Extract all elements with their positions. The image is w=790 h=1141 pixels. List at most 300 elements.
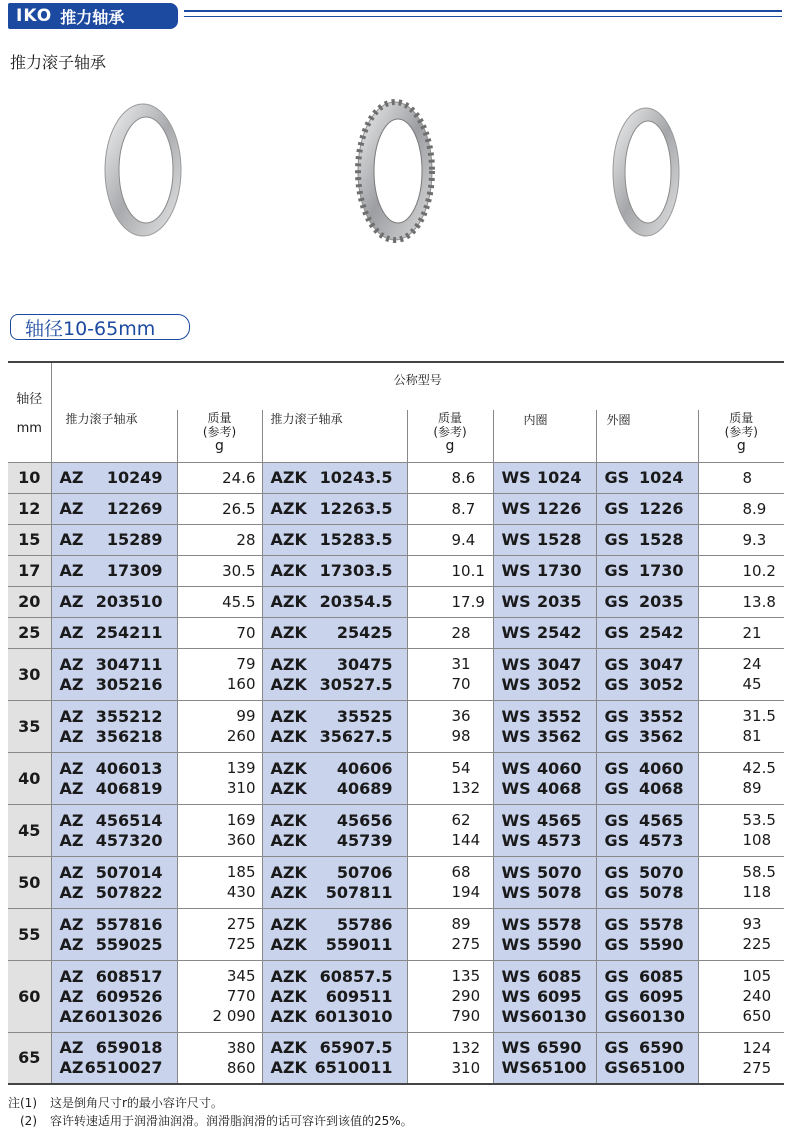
az-bearing-code [51, 648, 177, 700]
azk-mass-value: 70 [451, 675, 471, 693]
ring-mass [698, 804, 784, 856]
azk-bearing-code-prefix: AZK [270, 914, 307, 934]
az-bearing-code-line [52, 499, 177, 519]
inner-ring-code-number: 1730 [536, 561, 582, 580]
inner-ring-code [493, 1032, 596, 1084]
ring-mass [698, 462, 784, 493]
azk-bearing-code-prefix: AZK [270, 810, 307, 830]
az-bearing-code-number: 17309 [106, 561, 163, 580]
shaft-diameter: 17 [8, 555, 51, 586]
az-bearing-code-line [52, 706, 177, 726]
inner-ring-code-line [494, 830, 596, 850]
azk-bearing-code-prefix: AZK [270, 654, 307, 674]
az-mass [177, 752, 262, 804]
inner-ring-code-line [494, 706, 596, 726]
azk-bearing-code-line [263, 530, 407, 550]
outer-ring-code [596, 524, 698, 555]
shaft-label: 轴径 [16, 392, 43, 408]
outer-ring-code-prefix: GS [604, 778, 630, 798]
azk-mass-value: 62 [451, 811, 471, 829]
outer-ring-code-line [597, 862, 698, 882]
inner-ring-code-line [494, 1058, 596, 1078]
az-bearing-code-prefix: AZ [59, 882, 84, 902]
ring-mass [698, 1032, 784, 1084]
ring-mass [698, 856, 784, 908]
az-bearing-code-prefix: AZ [59, 623, 84, 642]
azk-bearing-code-line [263, 914, 407, 934]
azk-bearing-code-number: 6510011 [314, 1058, 393, 1078]
az-bearing-code [51, 1032, 177, 1084]
azk-bearing-code-line [263, 726, 407, 746]
azk-bearing-code-number: 6013010 [314, 1006, 393, 1026]
table-row [8, 856, 784, 908]
col-mass1-unit: g [215, 438, 224, 454]
footnote-1-mark: 注(1) [8, 1096, 37, 1110]
azk-bearing-code-prefix: AZK [270, 830, 307, 850]
outer-ring-code-line [597, 966, 698, 986]
header-tab [8, 3, 178, 29]
ring-mass [698, 586, 784, 617]
az-mass-value: 360 [226, 831, 256, 849]
azk-bearing-code-line [263, 986, 407, 1006]
azk-mass [407, 493, 493, 524]
table-row [8, 1032, 784, 1084]
azk-mass [407, 586, 493, 617]
ring-mass-value: 81 [742, 727, 762, 745]
inner-ring-code-number: 1528 [536, 530, 582, 549]
azk-mass [407, 617, 493, 648]
az-bearing-code-line [52, 468, 177, 488]
col-mass2-label: 质量 [437, 411, 462, 425]
az-mass [177, 462, 262, 493]
inner-ring-code-prefix: WS [501, 654, 531, 674]
ring-mass-value: 53.5 [742, 811, 776, 829]
az-mass-value: 24.6 [222, 468, 256, 487]
col-mass1-ref: (参考) [202, 425, 237, 439]
inner-ring-code [493, 555, 596, 586]
table-body [8, 462, 784, 1084]
inner-ring-code-prefix: WS [501, 1038, 531, 1058]
az-bearing-code-number: 456514 [95, 810, 163, 830]
outer-ring-code-prefix: GS [604, 726, 630, 746]
outer-ring-code-line [597, 654, 698, 674]
outer-ring-code-number: 6095 [638, 986, 684, 1006]
iko-logo: IKO [16, 6, 53, 26]
az-bearing-code-line [52, 726, 177, 746]
azk-bearing-code [262, 960, 407, 1032]
inner-ring-code-prefix: WS [501, 810, 531, 830]
shaft-diameter: 15 [8, 524, 51, 555]
outer-ring-code-number: 6085 [638, 966, 684, 986]
az-bearing-code-number: 304711 [95, 654, 163, 674]
shaft-range-label: 轴径10-65mm [10, 314, 190, 340]
outer-ring-code-number: 4573 [638, 830, 684, 850]
azk-mass-value: 9.4 [451, 530, 476, 549]
outer-ring-code-prefix: GS [604, 592, 630, 611]
spec-table [8, 361, 784, 1085]
inner-ring-code-prefix: WS [501, 468, 531, 487]
inner-ring-code-prefix: WS [501, 530, 531, 549]
inner-ring-code-number: 1024 [536, 468, 582, 487]
outer-ring-code-number: 3052 [638, 674, 684, 694]
inner-ring-code-number: 3047 [536, 654, 582, 674]
ring-mass [698, 617, 784, 648]
outer-ring-code [596, 462, 698, 493]
ring-mass-value: 108 [742, 831, 772, 849]
shaft-diameter: 40 [8, 752, 51, 804]
az-mass-value: 380 [226, 1038, 256, 1057]
outer-ring-code-line [597, 934, 698, 954]
outer-ring-code-prefix: GS [604, 830, 630, 850]
az-mass-value: 79 [236, 655, 256, 673]
az-mass-value: 139 [226, 759, 256, 777]
az-bearing-code-prefix: AZ [59, 1006, 84, 1026]
azk-mass-value: 194 [451, 883, 481, 901]
azk-bearing-code-line [263, 1038, 407, 1058]
inner-ring-code [493, 493, 596, 524]
az-bearing-code-line [52, 758, 177, 778]
az-mass-value: 725 [226, 935, 256, 953]
inner-ring-code-number: 3052 [536, 674, 582, 694]
azk-mass [407, 700, 493, 752]
azk-bearing-code-number: 30475 [336, 654, 393, 674]
az-bearing-code-prefix: AZ [59, 726, 84, 746]
outer-ring-code-number: 60130 [629, 1006, 685, 1026]
outer-ring-code-number: 6590 [638, 1038, 684, 1058]
inner-ring-code [493, 804, 596, 856]
az-bearing-code-prefix: AZ [59, 778, 84, 798]
inner-ring-code-number: 5590 [536, 934, 582, 954]
col-mass1 [177, 410, 262, 462]
table-row [8, 586, 784, 617]
shaft-diameter: 60 [8, 960, 51, 1032]
inner-ring-code-line [494, 934, 596, 954]
az-bearing-code-number: 507822 [95, 882, 163, 902]
inner-ring-code-line [494, 862, 596, 882]
outer-ring-code-line [597, 986, 698, 1006]
inner-ring-code [493, 586, 596, 617]
inner-ring-code-prefix: WS [501, 726, 531, 746]
col-mass3 [698, 410, 784, 462]
inner-ring-code-number: 4565 [536, 810, 582, 830]
azk-bearing-code-number: 40689 [336, 778, 393, 798]
outer-ring-code [596, 648, 698, 700]
inner-ring-code-prefix: WS [501, 830, 531, 850]
inner-ring-code-number: 4068 [536, 778, 582, 798]
thrust-washer-image-2 [608, 104, 684, 240]
inner-ring-code-number: 5578 [536, 914, 582, 934]
azk-bearing-code [262, 908, 407, 960]
outer-ring-code-number: 4565 [638, 810, 684, 830]
azk-bearing-code-prefix: AZK [270, 1006, 307, 1026]
outer-ring-code [596, 960, 698, 1032]
azk-mass [407, 908, 493, 960]
az-bearing-code-number: 15289 [106, 530, 163, 549]
inner-ring-code-number: 65100 [530, 1058, 587, 1078]
outer-ring-code-line [597, 561, 698, 581]
outer-ring-code-prefix: GS [604, 1058, 630, 1078]
azk-bearing-code [262, 493, 407, 524]
azk-bearing-code-line [263, 966, 407, 986]
outer-ring-code-number: 5590 [638, 934, 684, 954]
inner-ring-code-line [494, 468, 596, 488]
az-bearing-code-number: 609526 [95, 986, 163, 1006]
az-bearing-code [51, 586, 177, 617]
az-bearing-code-line [52, 530, 177, 550]
inner-ring-code [493, 908, 596, 960]
inner-ring-code-line [494, 914, 596, 934]
azk-mass-value: 31 [451, 655, 471, 673]
shaft-diameter: 12 [8, 493, 51, 524]
ring-mass-value: 31.5 [742, 707, 776, 725]
azk-bearing-code-prefix: AZK [270, 882, 307, 902]
azk-bearing-code [262, 700, 407, 752]
outer-ring-code-prefix: GS [604, 468, 630, 487]
az-mass [177, 648, 262, 700]
outer-ring-code-number: 3562 [638, 726, 684, 746]
inner-ring-code-prefix: WS [501, 561, 531, 580]
az-mass [177, 555, 262, 586]
outer-ring-code-line [597, 914, 698, 934]
az-bearing-code-number: 254211 [95, 623, 163, 642]
outer-ring-code-line [597, 1006, 698, 1026]
azk-mass-value: 8.6 [451, 468, 476, 487]
outer-ring-code-prefix: GS [604, 758, 630, 778]
outer-ring-code-prefix: GS [604, 561, 630, 580]
inner-ring-code-prefix: WS [501, 882, 531, 902]
az-bearing-code-number: 559025 [95, 934, 163, 954]
az-bearing-code-prefix: AZ [59, 986, 84, 1006]
outer-ring-code-number: 4068 [638, 778, 684, 798]
az-bearing-code-line [52, 966, 177, 986]
inner-ring-code-line [494, 623, 596, 643]
col-mass1-label: 质量 [207, 411, 232, 425]
table-row [8, 524, 784, 555]
inner-ring-code-line [494, 726, 596, 746]
azk-bearing-code-line [263, 654, 407, 674]
footnote-2-text: 容许转速适用于润滑油润滑。润滑脂润滑的话可容许到该值的25%。 [50, 1114, 413, 1128]
ring-mass-value: 24 [742, 655, 762, 673]
az-bearing-code-line [52, 986, 177, 1006]
azk-bearing-code-line [263, 706, 407, 726]
ring-mass-value: 124 [742, 1038, 772, 1057]
azk-bearing-code-line [263, 468, 407, 488]
outer-ring-code-number: 4060 [638, 758, 684, 778]
inner-ring-code-prefix: WS [501, 1058, 531, 1078]
az-mass-value: 260 [226, 727, 256, 745]
table-row [8, 700, 784, 752]
azk-bearing-code-prefix: AZK [270, 1058, 307, 1078]
inner-ring-code-prefix: WS [501, 862, 531, 882]
outer-ring-code-line [597, 1038, 698, 1058]
azk-bearing-code-prefix: AZK [270, 674, 307, 694]
inner-ring-code [493, 617, 596, 648]
shaft-diameter: 45 [8, 804, 51, 856]
az-bearing-code [51, 908, 177, 960]
inner-ring-code-line [494, 561, 596, 581]
az-bearing-code-line [52, 1006, 177, 1026]
outer-ring-code-prefix: GS [604, 986, 630, 1006]
outer-ring-code-prefix: GS [604, 499, 630, 518]
ring-mass-value: 10.2 [742, 561, 776, 580]
az-bearing-code-line [52, 810, 177, 830]
az-bearing-code-line [52, 862, 177, 882]
az-mass [177, 960, 262, 1032]
azk-bearing-code-number: 17303.5 [319, 561, 393, 580]
inner-ring-code-line [494, 530, 596, 550]
az-bearing-code-prefix: AZ [59, 810, 84, 830]
az-mass [177, 586, 262, 617]
az-bearing-code-prefix: AZ [59, 468, 84, 487]
outer-ring-code-line [597, 623, 698, 643]
az-bearing-code [51, 960, 177, 1032]
az-mass-value: 28 [236, 530, 256, 549]
az-bearing-code-line [52, 778, 177, 798]
azk-bearing-code-number: 45739 [336, 830, 393, 850]
azk-bearing-code-number: 50706 [336, 862, 393, 882]
inner-ring-code [493, 856, 596, 908]
col-inner: 内圈 [493, 410, 596, 462]
ring-mass-value: 45 [742, 675, 762, 693]
az-mass-value: 860 [226, 1058, 256, 1077]
outer-ring-code [596, 856, 698, 908]
footnote-2-mark: (2) [20, 1114, 37, 1128]
ring-mass-value: 275 [742, 1058, 772, 1077]
outer-ring-code [596, 700, 698, 752]
azk-bearing-code-prefix: AZK [270, 1038, 307, 1058]
inner-ring-code-number: 5078 [536, 882, 582, 902]
azk-bearing-code-prefix: AZK [270, 726, 307, 746]
az-bearing-code [51, 617, 177, 648]
inner-ring-code-prefix: WS [501, 592, 531, 611]
inner-ring-code [493, 462, 596, 493]
az-bearing-code-prefix: AZ [59, 862, 84, 882]
az-bearing-code [51, 493, 177, 524]
outer-ring-code-number: 1730 [638, 561, 684, 580]
azk-mass-value: 54 [451, 759, 471, 777]
ring-mass-value: 9.3 [742, 530, 767, 549]
shaft-diameter: 10 [8, 462, 51, 493]
azk-mass [407, 752, 493, 804]
azk-bearing-code-number: 35627.5 [319, 726, 393, 746]
outer-ring-code-prefix: GS [604, 810, 630, 830]
az-bearing-code [51, 524, 177, 555]
azk-bearing-code-number: 559011 [325, 934, 393, 954]
azk-bearing-code-line [263, 592, 407, 612]
header-banner [0, 0, 790, 34]
azk-bearing-code-number: 15283.5 [319, 530, 393, 549]
azk-bearing-code-line [263, 1058, 407, 1078]
inner-ring-code-line [494, 592, 596, 612]
inner-ring-code-number: 1226 [536, 499, 582, 518]
ring-mass-value: 89 [742, 779, 762, 797]
ring-mass [698, 555, 784, 586]
az-mass-value: 30.5 [222, 561, 256, 580]
az-bearing-code-prefix: AZ [59, 1058, 84, 1078]
ring-mass [698, 908, 784, 960]
azk-mass-value: 98 [451, 727, 471, 745]
ring-mass [698, 752, 784, 804]
az-bearing-code-prefix: AZ [59, 830, 84, 850]
azk-bearing-code-line [263, 561, 407, 581]
inner-ring-code [493, 524, 596, 555]
az-bearing-code-line [52, 592, 177, 612]
ring-mass-value: 8 [742, 468, 753, 487]
col-mass2-unit: g [445, 438, 455, 454]
azk-bearing-code-line [263, 934, 407, 954]
az-bearing-code-number: 10249 [106, 468, 163, 487]
inner-ring-code-line [494, 810, 596, 830]
outer-ring-code-number: 1024 [638, 468, 684, 487]
outer-ring-code-prefix: GS [604, 914, 630, 934]
col-mass3-label: 质量 [729, 411, 754, 425]
inner-ring-code-line [494, 986, 596, 1006]
az-bearing-code-prefix: AZ [59, 654, 84, 674]
azk-bearing-code-line [263, 810, 407, 830]
azk-bearing-code-prefix: AZK [270, 778, 307, 798]
outer-ring-code-prefix: GS [604, 966, 630, 986]
col-mass2-ref: (参考) [433, 425, 467, 439]
az-bearing-code-line [52, 654, 177, 674]
azk-mass-value: 275 [451, 935, 481, 953]
roller-cage-image [355, 98, 435, 244]
azk-bearing-code-number: 45656 [336, 810, 393, 830]
azk-bearing-code-prefix: AZK [270, 468, 307, 487]
table-row [8, 752, 784, 804]
az-mass-value: 26.5 [222, 499, 256, 518]
azk-bearing-code-line [263, 862, 407, 882]
azk-mass-value: 132 [451, 779, 481, 797]
inner-ring-code [493, 752, 596, 804]
az-bearing-code-prefix: AZ [59, 561, 84, 580]
azk-bearing-code [262, 804, 407, 856]
outer-ring-code-prefix: GS [604, 623, 630, 642]
ring-mass-value: 105 [742, 967, 772, 985]
inner-ring-code-number: 6095 [536, 986, 582, 1006]
az-bearing-code-prefix: AZ [59, 758, 84, 778]
azk-mass-value: 36 [451, 707, 471, 725]
azk-bearing-code-number: 60857.5 [319, 966, 393, 986]
table-row [8, 648, 784, 700]
outer-ring-code-line [597, 530, 698, 550]
azk-mass-value: 290 [451, 987, 481, 1005]
az-mass-value: 2 090 [212, 1007, 256, 1025]
azk-bearing-code-prefix: AZK [270, 592, 307, 611]
az-bearing-code-line [52, 830, 177, 850]
az-mass [177, 856, 262, 908]
inner-ring-code-prefix: WS [501, 778, 531, 798]
outer-ring-code [596, 493, 698, 524]
azk-mass-value: 310 [451, 1058, 481, 1077]
ring-mass [698, 700, 784, 752]
col-outer: 外圈 [596, 410, 698, 462]
outer-ring-code-line [597, 1058, 698, 1078]
table-row [8, 960, 784, 1032]
outer-ring-code-line [597, 726, 698, 746]
azk-bearing-code-prefix: AZK [270, 561, 307, 580]
inner-ring-code-line [494, 674, 596, 694]
ring-mass [698, 960, 784, 1032]
col-bearing2: 推力滚子轴承 [262, 410, 407, 462]
azk-bearing-code-prefix: AZK [270, 862, 307, 882]
azk-bearing-code-prefix: AZK [270, 758, 307, 778]
inner-ring-code-number: 3552 [536, 706, 582, 726]
az-mass [177, 617, 262, 648]
azk-bearing-code-prefix: AZK [270, 623, 307, 642]
ring-mass [698, 648, 784, 700]
outer-ring-code-number: 3047 [638, 654, 684, 674]
azk-bearing-code-number: 609511 [325, 986, 393, 1006]
